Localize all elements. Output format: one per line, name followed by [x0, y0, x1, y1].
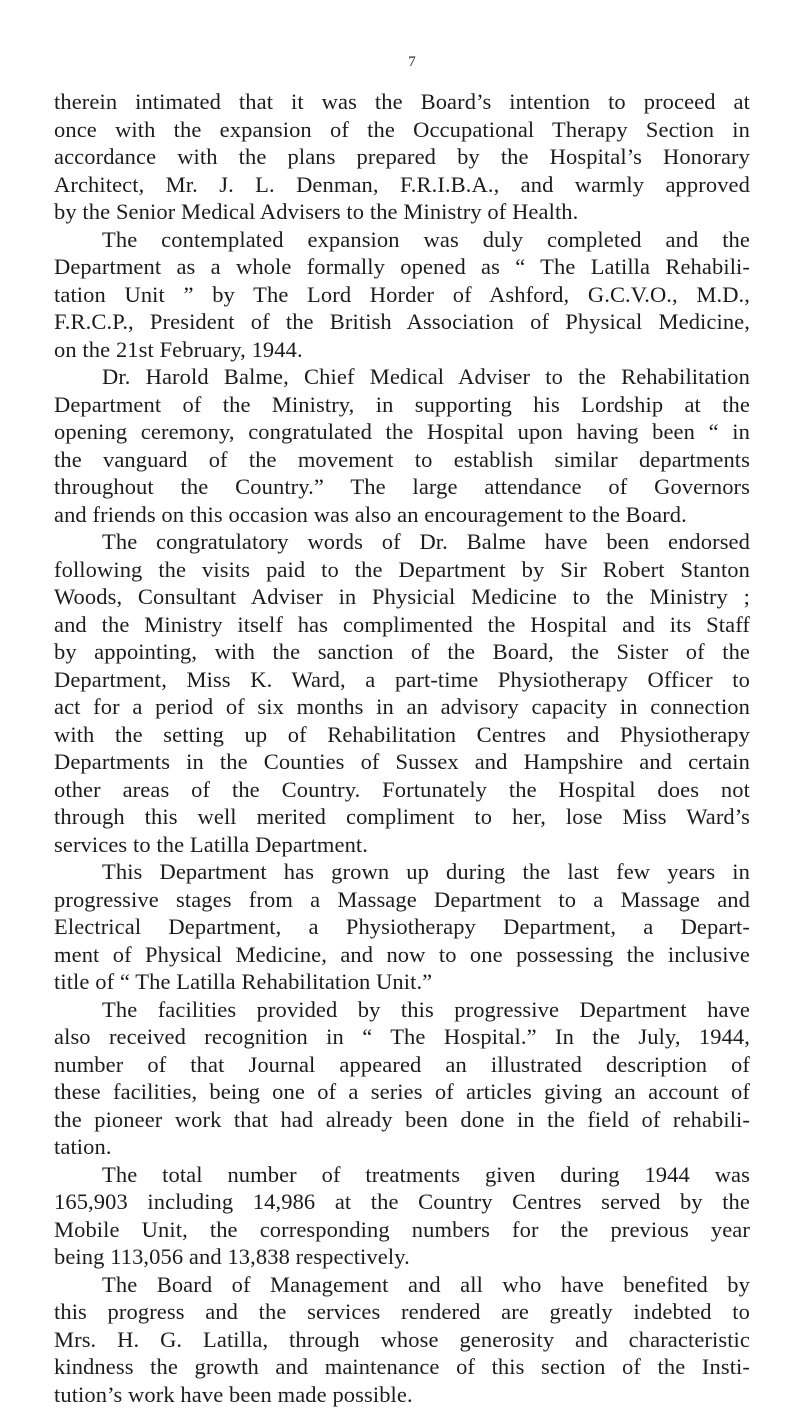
text-line: tation Unit ” by The Lord Horder of Ashford, G.C.V.O., M.D., [54, 281, 750, 309]
document-page [54, 0, 750, 1381]
text-line: services to the Latilla Department. [54, 831, 750, 859]
text-line: kindness the growth and maintenance of this section of the Insti- [54, 1353, 750, 1381]
text-line: with the setting up of Rehabilitation Centres and Physiotherapy [54, 721, 750, 749]
text-line: Electrical Department, a Physiotherapy Department, a Depart- [54, 913, 750, 941]
text-line: and the Ministry itself has complimented the Hospital and its Staff [54, 611, 750, 639]
text-line: Dr. Harold Balme, Chief Medical Adviser to the Rehabilitation [54, 363, 750, 391]
text-line: by appointing, with the sanction of the Board, the Sister of the [54, 638, 750, 666]
text-line: throughout the Country.” The large attendance of Governors [54, 473, 750, 501]
text-line: also received recognition in “ The Hospital.” In the July, 1944, [54, 1023, 750, 1051]
text-line: and friends on this occasion was also an encouragement to the Board. [54, 501, 750, 529]
text-line: being 113,056 and 13,838 respectively. [54, 1243, 750, 1271]
text-line: Department, Miss K. Ward, a part-time Physiotherapy Officer to [54, 666, 750, 694]
text-line: The congratulatory words of Dr. Balme have been endorsed [54, 528, 750, 556]
text-line: following the visits paid to the Department by Sir Robert Stanton [54, 556, 750, 584]
text-line: Mobile Unit, the corresponding numbers for the previous year [54, 1216, 750, 1244]
text-line: through this well merited compliment to her, lose Miss Ward’s [54, 803, 750, 831]
text-line: act for a period of six months in an advisory capacity in connection [54, 693, 750, 721]
text-line: ment of Physical Medicine, and now to one possessing the inclusive [54, 941, 750, 969]
text-line: on the 21st February, 1944. [54, 336, 750, 364]
text-line: The total number of treatments given during 1944 was [54, 1161, 750, 1189]
text-line: once with the expansion of the Occupational Therapy Section in [54, 116, 750, 144]
text-line: The contemplated expansion was duly completed and the [54, 226, 750, 254]
text-line: opening ceremony, congratulated the Hospital upon having been “ in [54, 418, 750, 446]
text-line: number of that Journal appeared an illustrated description of [54, 1051, 750, 1079]
text-line: the pioneer work that had already been done in the field of rehabili- [54, 1106, 750, 1134]
text-line: Woods, Consultant Adviser in Physicial Medicine to the Ministry ; [54, 583, 750, 611]
text-line: F.R.C.P., President of the British Association of Physical Medicine, [54, 308, 750, 336]
text-line: the vanguard of the movement to establish similar departments [54, 446, 750, 474]
text-line: these facilities, being one of a series of articles giving an account of [54, 1078, 750, 1106]
text-line: Department as a whole formally opened as “ The Latilla Rehabili- [54, 253, 750, 281]
text-line: other areas of the Country. Fortunately the Hospital does not [54, 776, 750, 804]
text-line: This Department has grown up during the last few years in [54, 858, 750, 886]
text-line: accordance with the plans prepared by the Hospital’s Honorary [54, 143, 750, 171]
text-line: tution’s work have been made possible. [54, 1381, 750, 1408]
text-line: therein intimated that it was the Board’s intention to proceed at [54, 88, 750, 116]
text-line: this progress and the services rendered are greatly indebted to [54, 1298, 750, 1326]
text-line: Department of the Ministry, in supporting his Lordship at the [54, 391, 750, 419]
text-line: progressive stages from a Massage Department to a Massage and [54, 886, 750, 914]
text-line: Mrs. H. G. Latilla, through whose generosity and characteristic [54, 1326, 750, 1354]
text-line: 165,903 including 14,986 at the Country Centres served by the [54, 1188, 750, 1216]
text-line: by the Senior Medical Advisers to the Ministry of Health. [54, 198, 750, 226]
text-line: The Board of Management and all who have benefited by [54, 1271, 750, 1299]
text-line: Architect, Mr. J. L. Denman, F.R.I.B.A., and warmly approved [54, 171, 750, 199]
text-line: The facilities provided by this progressive Department have [54, 996, 750, 1024]
text-line: Departments in the Counties of Sussex and Hampshire and certain [54, 748, 750, 776]
page-number: 7 [400, 52, 424, 72]
text-line: tation. [54, 1133, 750, 1161]
text-line: title of “ The Latilla Rehabilitation Unit.” [54, 968, 750, 996]
text-body [54, 88, 750, 1408]
